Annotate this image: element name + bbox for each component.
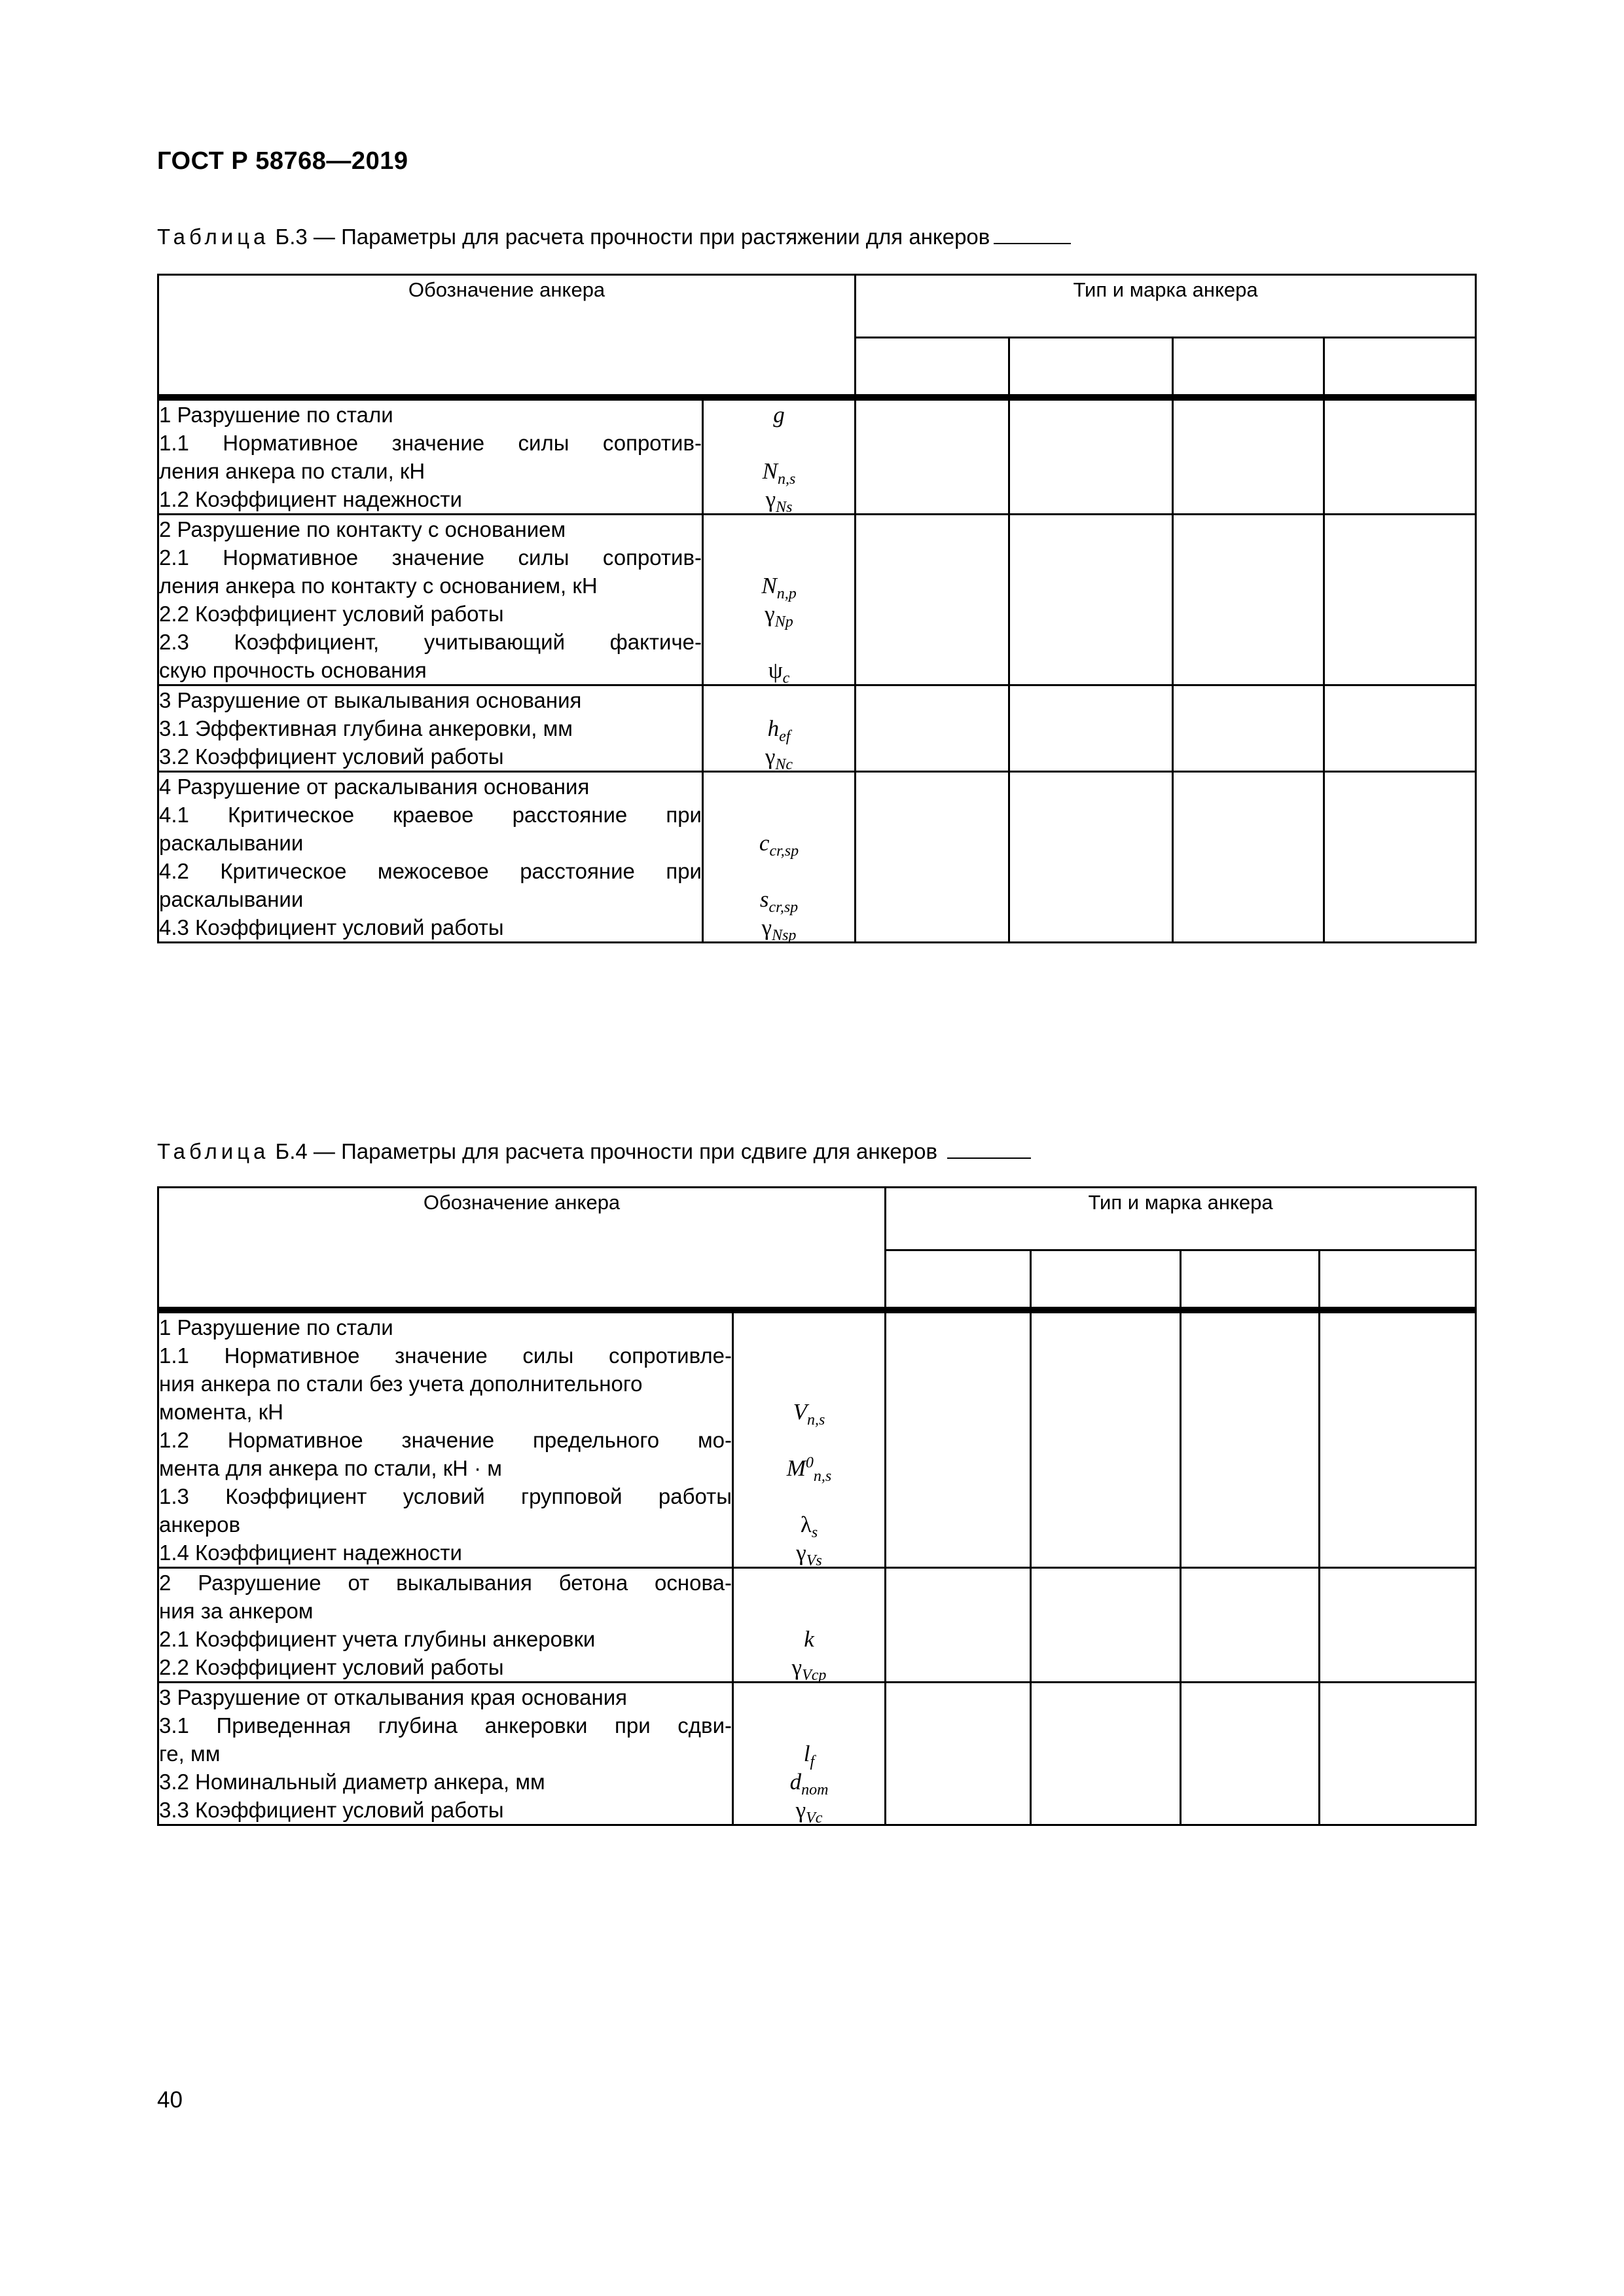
parameter-description	[158, 1313, 733, 1568]
value-cell[interactable]	[856, 685, 1009, 772]
page-number: 40	[157, 2087, 183, 2113]
symbol-subscript: Vs	[806, 1552, 822, 1569]
symbol-base: g	[773, 402, 785, 428]
caption-blank-line	[994, 242, 1071, 244]
symbol-base: N	[762, 458, 778, 484]
value-cell[interactable]	[1173, 685, 1324, 772]
symbol-base: c	[759, 830, 770, 856]
anchor-type-cell[interactable]	[1181, 1250, 1320, 1309]
value-cell[interactable]	[1009, 515, 1173, 685]
caption-prefix: Таблица	[157, 1139, 270, 1163]
document-id: ГОСТ Р 58768—2019	[157, 147, 408, 175]
description-line: 4.3 Коэффициент условий работы	[159, 915, 504, 939]
symbol	[704, 686, 854, 714]
symbol-subscript: nom	[801, 1781, 829, 1798]
anchor-type-cell[interactable]	[1324, 338, 1476, 397]
value-cell[interactable]	[1009, 772, 1173, 943]
caption-text: Б.4 — Параметры для расчета прочности при сдвиге для анкеров	[269, 1139, 944, 1163]
description-line: 2.1 Нормативное значение силы сопротив-	[159, 545, 702, 570]
parameter-symbols	[733, 1568, 886, 1683]
value-cell[interactable]	[1181, 1568, 1320, 1683]
symbol	[704, 543, 854, 572]
value-cell[interactable]	[1324, 772, 1476, 943]
parameter-description	[158, 515, 703, 685]
symbol-base: k	[804, 1626, 814, 1652]
description-line: 3 Разрушение от откалывания края основания	[159, 1685, 628, 1709]
symbol-base: V	[793, 1399, 808, 1425]
value-cell[interactable]	[1324, 685, 1476, 772]
symbol	[734, 1313, 884, 1341]
description-line: ния за анкером	[159, 1599, 314, 1623]
symbol-base: s	[759, 886, 769, 912]
description-line: мента для анкера по стали, кН · м	[159, 1456, 502, 1480]
parameter-symbols	[703, 400, 856, 515]
symbol	[704, 429, 854, 457]
symbol-subscript: cr,sp	[769, 843, 799, 860]
description-line: 1.1 Нормативное значение силы сопротив-	[159, 431, 702, 455]
symbol	[734, 1683, 884, 1711]
description-line: 1.3 Коэффициент условий групповой работы	[159, 1484, 732, 1508]
caption-prefix: Таблица	[157, 225, 270, 249]
symbol	[704, 656, 854, 687]
value-cell[interactable]	[1320, 1568, 1476, 1683]
description-line: 3.1 Приведенная глубина анкеровки при сдви-	[159, 1713, 732, 1738]
description-line: 2.2 Коэффициент условий работы	[159, 602, 504, 626]
symbol-base: γ	[796, 1540, 806, 1565]
symbol	[704, 773, 854, 801]
anchor-type-cell[interactable]	[856, 338, 1009, 397]
table-row	[158, 400, 1476, 515]
symbol	[704, 600, 854, 628]
symbol	[704, 401, 854, 429]
symbol-base: γ	[795, 1797, 806, 1823]
symbol-subscript: cr,sp	[768, 899, 799, 916]
anchor-type-cell[interactable]	[886, 1250, 1031, 1309]
symbol	[734, 1796, 884, 1827]
description-line: 3.3 Коэффициент условий работы	[159, 1798, 504, 1822]
symbol	[704, 714, 854, 745]
description-line: 1.4 Коэффициент надежности	[159, 1540, 462, 1565]
description-line: 3.1 Эффективная глубина анкеровки, мм	[159, 716, 573, 740]
caption-blank-line	[947, 1157, 1031, 1159]
caption-text: Б.3 — Параметры для расчета прочности при растяжении для анкеров	[269, 225, 990, 249]
symbol-subscript: Ns	[776, 499, 793, 516]
symbol	[734, 1768, 884, 1796]
value-cell[interactable]	[886, 1683, 1031, 1825]
value-cell[interactable]	[1173, 772, 1324, 943]
parameter-symbols	[703, 685, 856, 772]
parameter-symbols	[733, 1313, 886, 1568]
parameter-description	[158, 685, 703, 772]
symbol-subscript: Vcp	[802, 1667, 827, 1684]
symbol-base: λ	[800, 1512, 812, 1537]
parameter-description	[158, 400, 703, 515]
symbol-subscript: c	[782, 670, 790, 687]
table-b3-caption	[157, 225, 1071, 249]
symbol-subscript: n,s	[807, 1412, 825, 1429]
symbol-base: l	[803, 1741, 810, 1766]
description-line: 4.2 Критическое межосевое расстояние при	[159, 859, 702, 883]
symbol-subscript: Nc	[775, 756, 793, 773]
value-cell[interactable]	[1173, 515, 1324, 685]
anchor-type-cell[interactable]	[1320, 1250, 1476, 1309]
symbol	[704, 628, 854, 656]
symbol-subscript: Nsp	[772, 927, 797, 944]
description-line: 1 Разрушение по стали	[159, 1315, 393, 1339]
description-line: 2.1 Коэффициент учета глубины анкеровки	[159, 1627, 596, 1651]
description-line: 4.1 Критическое краевое расстояние при	[159, 803, 702, 827]
description-line: 1.2 Нормативное значение предельного мо-	[159, 1428, 732, 1452]
symbol	[734, 1398, 884, 1429]
table-row	[158, 1568, 1476, 1683]
symbol-subscript: Vc	[806, 1810, 823, 1827]
parameter-symbols	[703, 772, 856, 943]
value-cell[interactable]	[1181, 1683, 1320, 1825]
value-cell[interactable]	[1009, 685, 1173, 772]
symbol-subscript: f	[810, 1753, 815, 1770]
value-cell[interactable]	[1031, 1313, 1181, 1568]
symbol	[734, 1539, 884, 1567]
header-anchor-type: Тип и марка анкера	[856, 275, 1476, 338]
symbol-superscript: 0	[805, 1454, 814, 1472]
symbol-base: N	[761, 573, 777, 598]
description-line: раскалывании	[159, 887, 304, 911]
symbol	[704, 572, 854, 600]
description-line: 3.2 Номинальный диаметр анкера, мм	[159, 1770, 545, 1794]
value-cell[interactable]	[1324, 515, 1476, 685]
table-row	[158, 515, 1476, 685]
table-b3	[157, 274, 1477, 943]
symbol	[734, 1625, 884, 1653]
value-cell[interactable]	[1031, 1568, 1181, 1683]
value-cell[interactable]	[1324, 400, 1476, 515]
description-line: момента, кН	[159, 1400, 284, 1424]
symbol	[734, 1653, 884, 1684]
symbol-base: d	[789, 1769, 802, 1795]
symbol-base: h	[767, 716, 780, 741]
description-line: 1.1 Нормативное значение силы сопротивле-	[159, 1343, 732, 1368]
symbol-base: ψ	[768, 657, 783, 683]
description-line: 1 Разрушение по стали	[159, 403, 393, 427]
symbol	[734, 1597, 884, 1625]
symbol	[734, 1569, 884, 1597]
table-b4-caption	[157, 1139, 1031, 1164]
header-anchor-type: Тип и марка анкера	[886, 1188, 1476, 1250]
parameter-symbols	[703, 515, 856, 685]
symbol-subscript: s	[811, 1524, 818, 1541]
anchor-type-cell[interactable]	[1009, 338, 1173, 397]
anchor-type-cell[interactable]	[1173, 338, 1324, 397]
description-line: 2 Разрушение от выкалывания бетона основа-	[159, 1571, 732, 1595]
symbol	[734, 1454, 884, 1485]
value-cell[interactable]	[886, 1568, 1031, 1683]
symbol-base: γ	[761, 915, 772, 940]
symbol-base: γ	[765, 486, 776, 512]
value-cell[interactable]	[856, 400, 1009, 515]
parameter-symbols	[733, 1683, 886, 1825]
description-line: ния анкера по стали без учета дополнительного	[159, 1372, 643, 1396]
header-designation: Обозначение анкера	[158, 1188, 886, 1309]
symbol	[704, 829, 854, 860]
description-line: 2.3 Коэффициент, учитывающий фактиче-	[159, 630, 702, 654]
value-cell[interactable]	[1320, 1683, 1476, 1825]
symbol-subscript: n,s	[778, 471, 796, 488]
symbol	[704, 857, 854, 885]
header-designation: Обозначение анкера	[158, 275, 856, 397]
description-line: 3.2 Коэффициент условий работы	[159, 744, 504, 769]
description-line: ге, мм	[159, 1741, 221, 1766]
value-cell[interactable]	[1181, 1313, 1320, 1568]
symbol-base: γ	[765, 744, 776, 769]
symbol-subscript: Np	[774, 613, 793, 630]
symbol-subscript: n,s	[813, 1468, 832, 1485]
symbol	[734, 1341, 884, 1370]
symbol-base: M	[786, 1455, 806, 1481]
description-line: ления анкера по стали, кН	[159, 459, 425, 483]
symbol	[734, 1482, 884, 1510]
symbol	[704, 742, 854, 771]
table-row	[158, 685, 1476, 772]
symbol	[734, 1740, 884, 1768]
value-cell[interactable]	[1320, 1313, 1476, 1568]
description-line: 4 Разрушение от раскалывания основания	[159, 774, 590, 799]
table-row	[158, 772, 1476, 943]
description-line: 2.2 Коэффициент условий работы	[159, 1655, 504, 1679]
symbol-subscript: ef	[779, 728, 791, 745]
value-cell[interactable]	[1009, 400, 1173, 515]
value-cell[interactable]	[886, 1313, 1031, 1568]
symbol	[704, 485, 854, 516]
symbol	[734, 1711, 884, 1740]
symbol-base: γ	[765, 601, 775, 627]
table-b4	[157, 1186, 1477, 1826]
parameter-description	[158, 772, 703, 943]
table-row	[158, 1313, 1476, 1568]
description-line: ления анкера по контакту с основанием, кН	[159, 574, 598, 598]
description-line: скую прочность основания	[159, 658, 427, 682]
value-cell[interactable]	[856, 772, 1009, 943]
symbol	[734, 1510, 884, 1539]
value-cell[interactable]	[856, 515, 1009, 685]
anchor-type-cell[interactable]	[1031, 1250, 1181, 1309]
symbol	[704, 515, 854, 543]
symbol	[704, 801, 854, 829]
symbol-subscript: n,p	[776, 585, 797, 602]
symbol	[734, 1426, 884, 1454]
description-line: раскалывании	[159, 831, 304, 855]
symbol-base: γ	[791, 1654, 803, 1680]
parameter-description	[158, 1568, 733, 1683]
value-cell[interactable]	[1031, 1683, 1181, 1825]
symbol	[704, 457, 854, 488]
parameter-description	[158, 1683, 733, 1825]
description-line: анкеров	[159, 1512, 240, 1537]
table-row	[158, 1683, 1476, 1825]
description-line: 2 Разрушение по контакту с основанием	[159, 517, 566, 541]
symbol	[734, 1370, 884, 1398]
symbol	[704, 913, 854, 944]
description-line: 1.2 Коэффициент надежности	[159, 487, 462, 511]
value-cell[interactable]	[1173, 400, 1324, 515]
description-line: 3 Разрушение от выкалывания основания	[159, 688, 582, 712]
symbol	[704, 885, 854, 916]
